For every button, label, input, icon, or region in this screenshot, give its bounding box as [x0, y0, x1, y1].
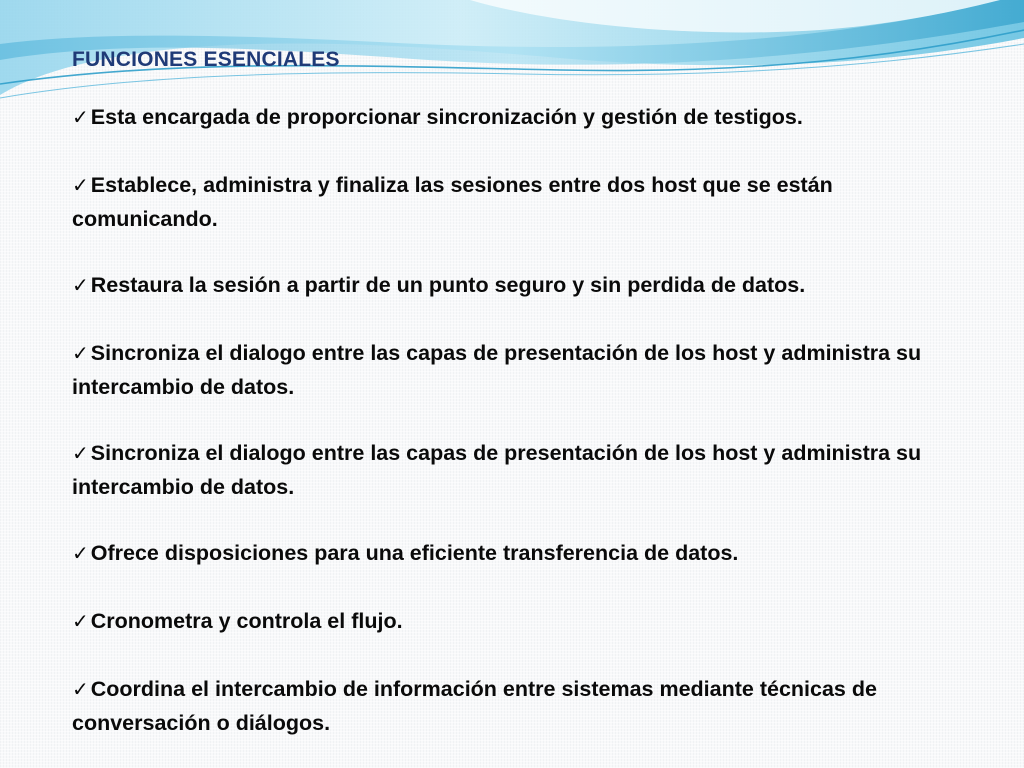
- checkmark-icon: ✓: [72, 441, 89, 465]
- checkmark-icon: ✓: [72, 173, 89, 197]
- checkmark-icon: ✓: [72, 609, 89, 633]
- list-item: [72, 436, 972, 504]
- list-item: [72, 604, 972, 638]
- list-item-text: Restaura la sesión a partir de un punto seguro y sin perdida de datos.: [90, 273, 806, 297]
- list-item-text: Sincroniza el dialogo entre las capas de presentación de los host y administra su intercambio de datos.: [72, 341, 922, 399]
- checkmark-icon: ✓: [72, 273, 89, 297]
- list-item-text: Coordina el intercambio de información entre sistemas mediante técnicas de conversación o diálogos.: [72, 677, 877, 735]
- checkmark-icon: ✓: [72, 541, 89, 565]
- checkmark-icon: ✓: [72, 105, 89, 129]
- list-item: [72, 168, 972, 236]
- list-item: [72, 536, 972, 570]
- list-item: [72, 336, 972, 404]
- list-item-text: Establece, administra y finaliza las sesiones entre dos host que se están comunicando.: [72, 173, 833, 231]
- list-item: [72, 672, 972, 740]
- content-area: [72, 46, 972, 740]
- list-item-text: Sincroniza el dialogo entre las capas de presentación de los host y administra su intercambio de datos.: [72, 441, 922, 499]
- list-item-text: Ofrece disposiciones para una eficiente transferencia de datos.: [90, 541, 739, 565]
- checkmark-icon: ✓: [72, 677, 89, 701]
- list-item: [72, 100, 972, 134]
- list-item-text: Esta encargada de proporcionar sincronización y gestión de testigos.: [90, 105, 803, 129]
- list-item: [72, 268, 972, 302]
- slide-heading: FUNCIONES ESENCIALES: [72, 48, 340, 71]
- checkmark-icon: ✓: [72, 341, 89, 365]
- list-item-text: Cronometra y controla el flujo.: [90, 609, 403, 633]
- functions-list: [72, 100, 972, 740]
